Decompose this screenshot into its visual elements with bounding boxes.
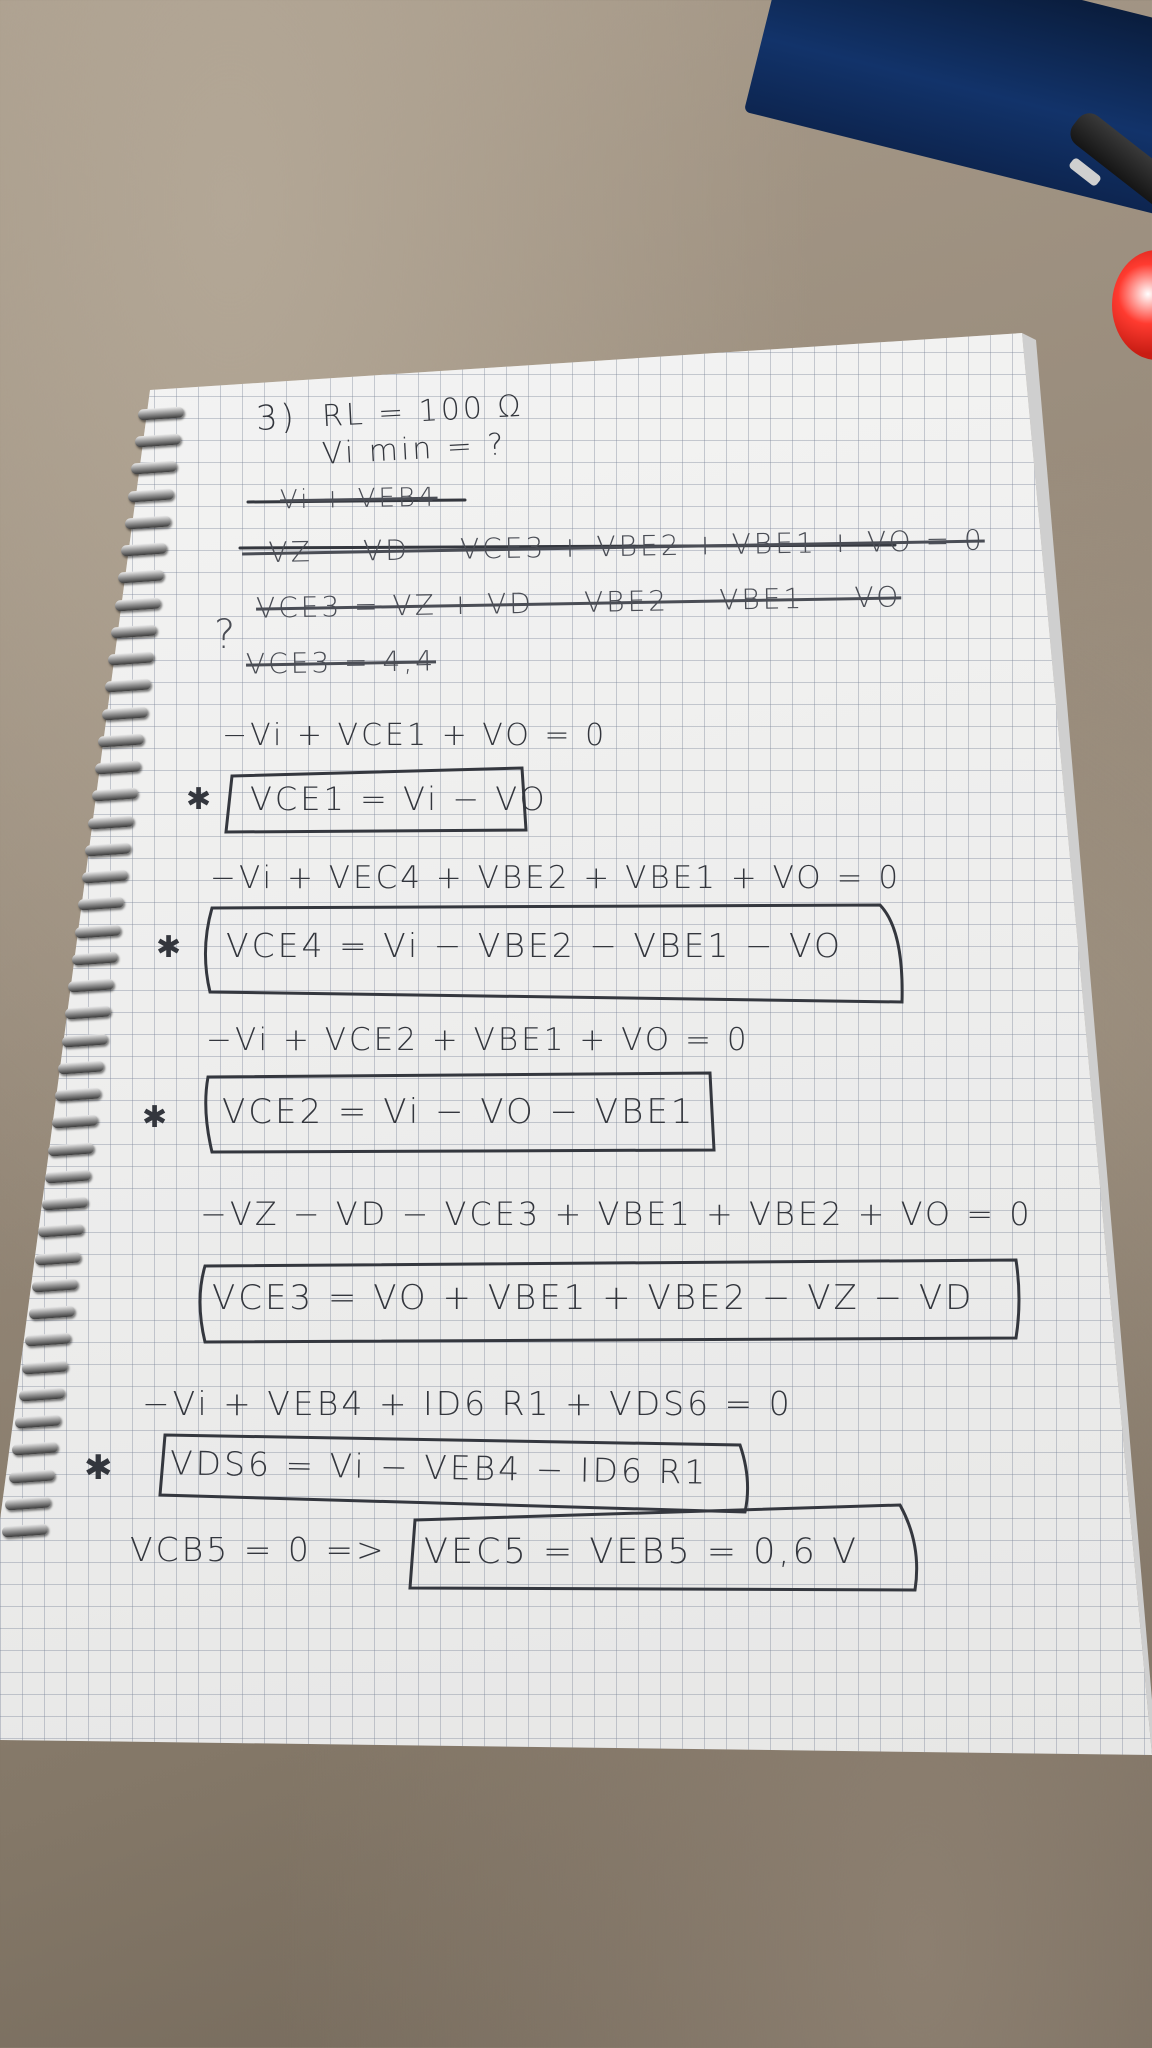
result-vec5: VEC5 = VEB5 = 0,6 V	[424, 1532, 859, 1572]
star-mark: ✱	[186, 782, 215, 817]
equation-kvl-3: −Vi + VCE2 + VBE1 + VO = 0	[206, 1022, 750, 1058]
star-mark: ✱	[156, 930, 185, 965]
question-mark: ?	[214, 612, 239, 658]
star-mark: ✱	[142, 1100, 171, 1135]
crossed-line-4: VCE3 = 4,4	[245, 644, 437, 681]
crossed-line-2: −VZ − VD − VCE3 + VBE2 + VBE1 + VO = 0	[241, 523, 986, 570]
equation-kvl-4: −VZ − VD − VCE3 + VBE1 + VBE2 + VO = 0	[200, 1195, 1033, 1233]
star-mark: ✱	[84, 1448, 116, 1488]
result-vce2: VCE2 = Vi − VO − VBE1	[222, 1092, 696, 1132]
result-vce1: VCE1 = Vi − VO	[250, 780, 548, 818]
problem-number: 3)	[254, 396, 298, 440]
result-vds6: VDS6 = Vi − VEB4 − ID6 R1	[169, 1443, 709, 1492]
given-resistance: RL = 100 Ω	[321, 388, 525, 435]
equation-kvl-5: −Vi + VEB4 + ID6 R1 + VDS6 = 0	[142, 1384, 793, 1423]
equation-kvl-1: −Vi + VCE1 + VO = 0	[222, 718, 608, 753]
condition-vcb5: VCB5 = 0 =>	[130, 1530, 387, 1569]
crossed-line-1: Vi + VEB4	[279, 482, 438, 516]
crossed-line-3: VCE3 = VZ + VD − VBE2 − VBE1 − VO	[255, 580, 902, 625]
result-vce3: VCE3 = VO + VBE1 + VBE2 − VZ − VD	[212, 1278, 975, 1318]
result-vce4: VCE4 = Vi − VBE2 − VBE1 − VO	[226, 926, 844, 965]
equation-kvl-2: −Vi + VEC4 + VBE2 + VBE1 + VO = 0	[210, 860, 902, 896]
question-vimin: Vi min = ?	[321, 427, 508, 472]
